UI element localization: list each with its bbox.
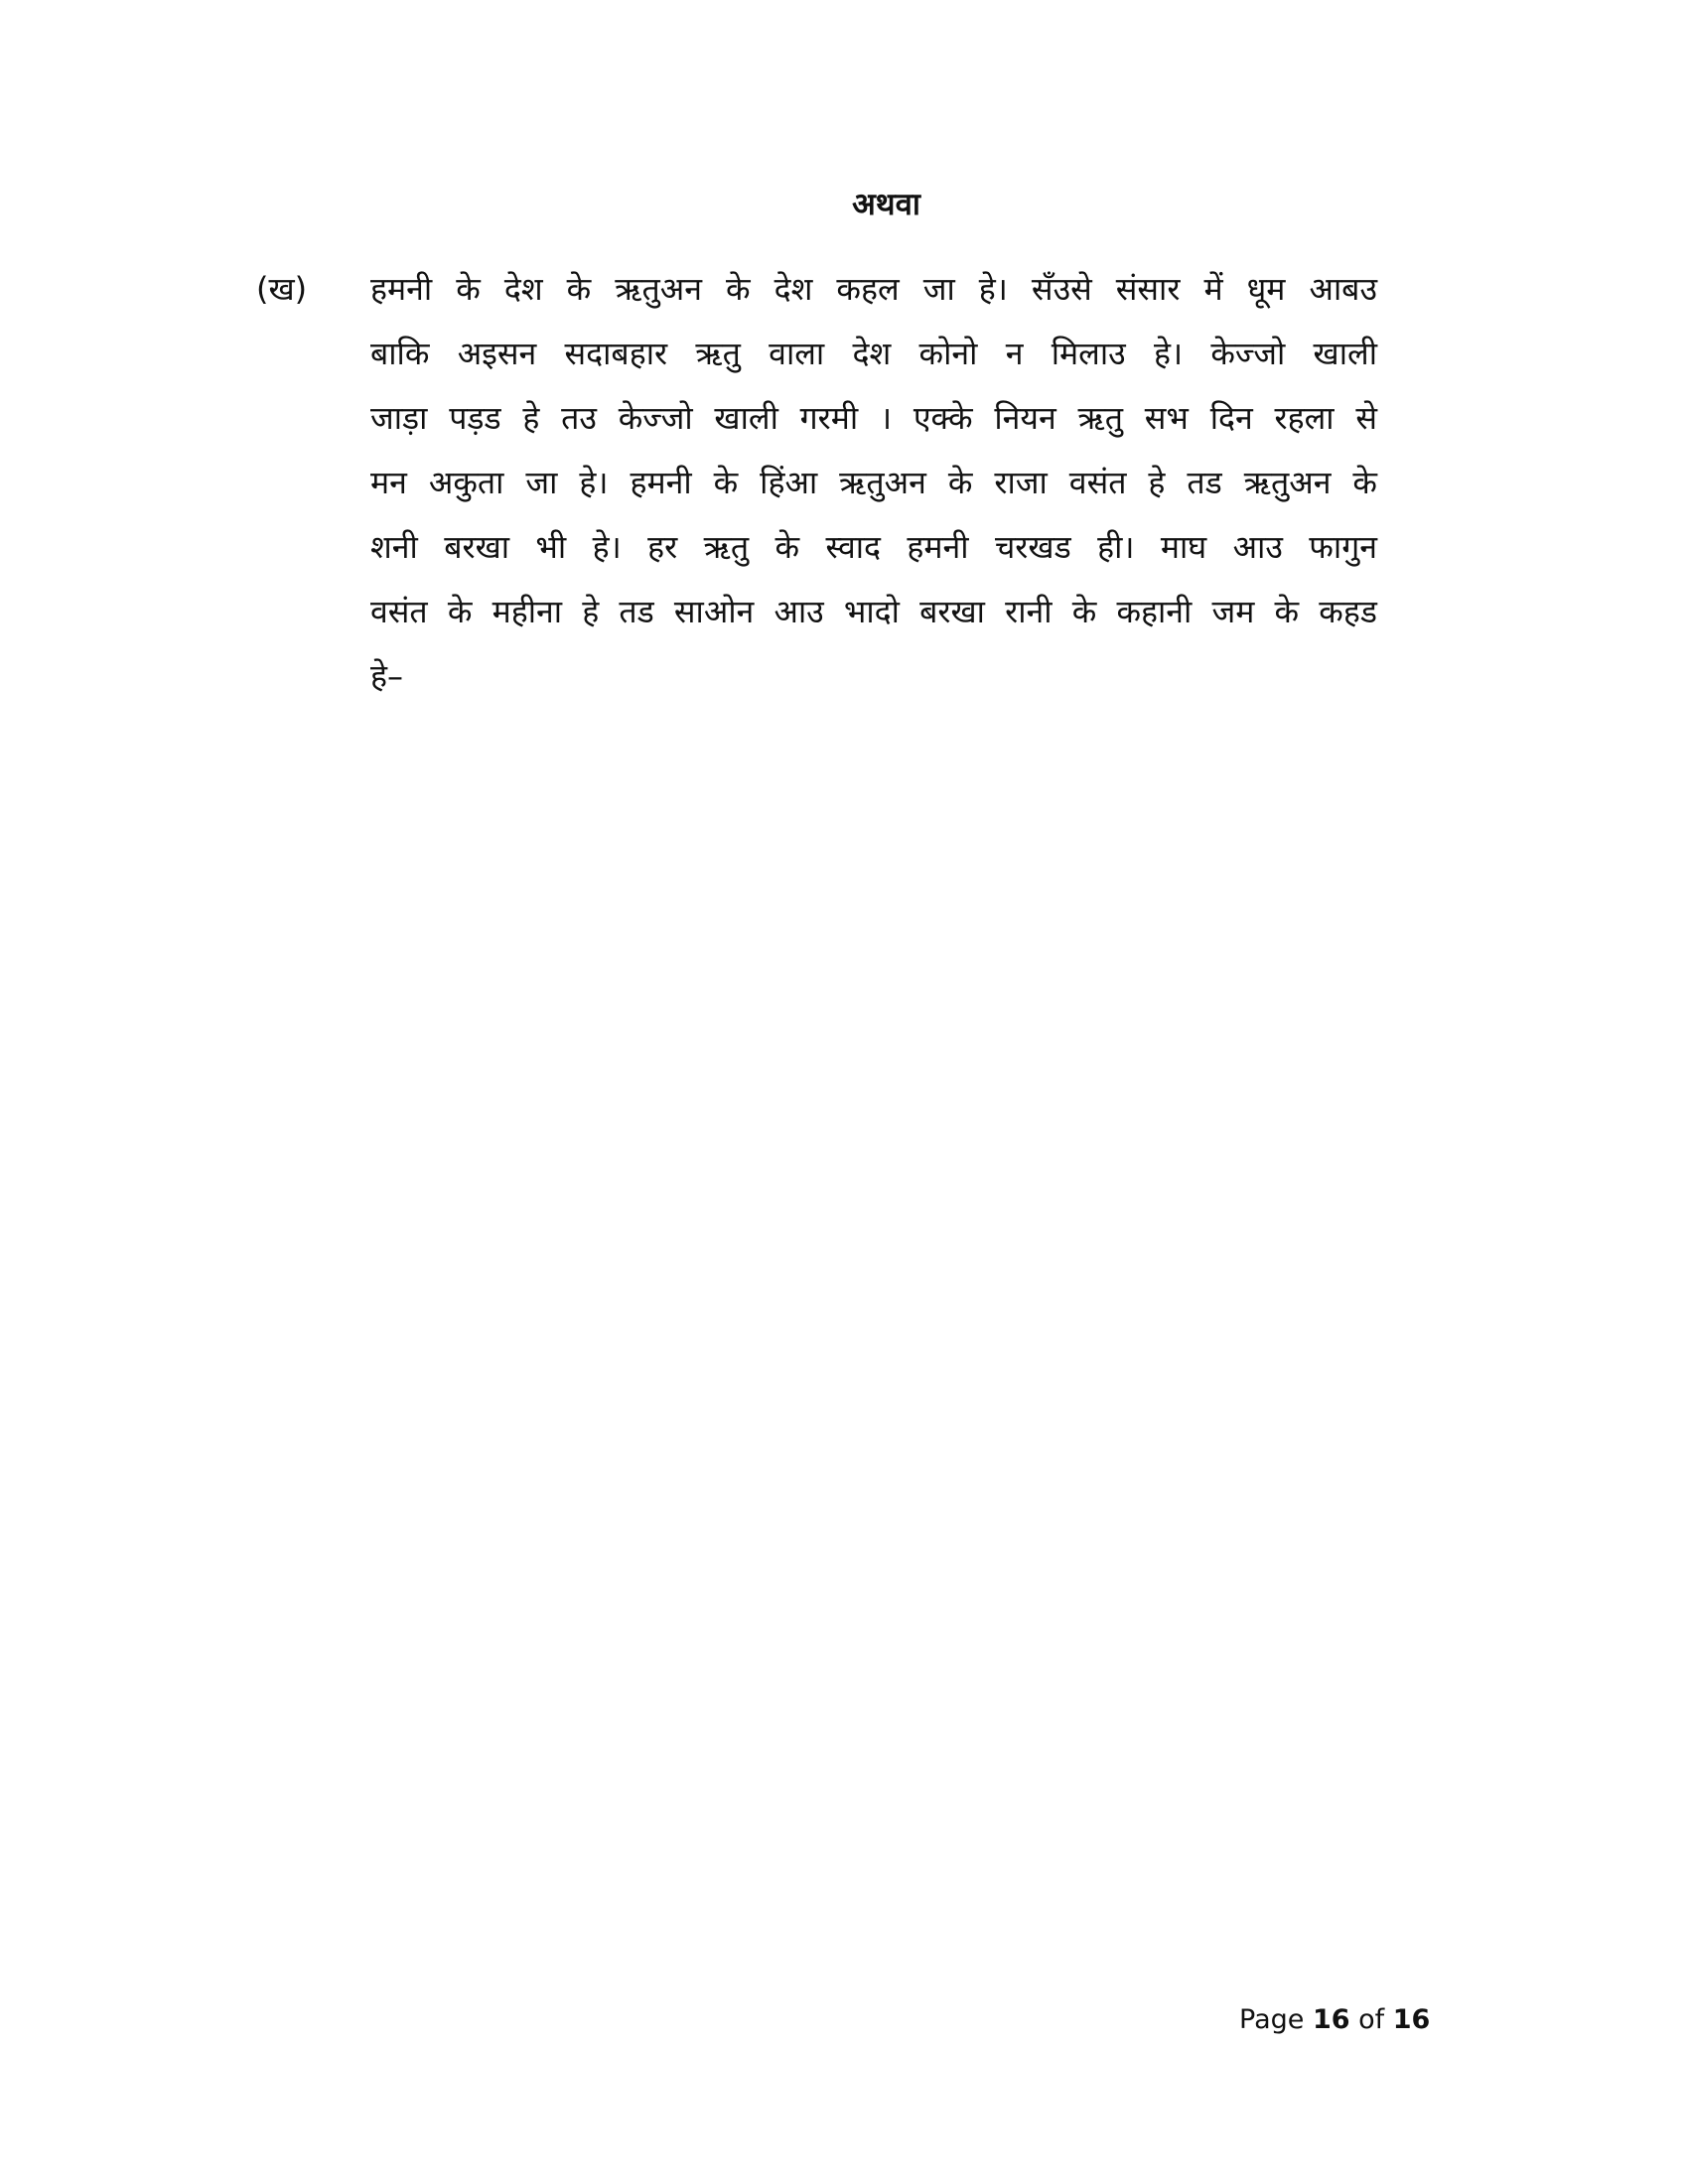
page-number-footer [1239, 2002, 1430, 2038]
section-heading: अथवा [852, 187, 920, 222]
paragraph-line: वसंत के महीना हे तड साओन आउ भादो बरखा रानी के कहानी जम के कहड [370, 593, 1377, 630]
paragraph-line: हमनी के देश के ऋतुअन के देश कहल जा हे। सँउसे संसार में धूम आबउ [370, 270, 1377, 308]
question-label: (ख) [256, 270, 308, 308]
paragraph-line: बाकि अइसन सदाबहार ऋतु वाला देश कोनो न मिलाउ हे। केज्जो खाली [370, 335, 1377, 372]
paragraph-line: शनी बरखा भी हे। हर ऋतु के स्वाद हमनी चरखड ही। माघ आउ फागुन [370, 528, 1377, 566]
total-pages-number: 16 [1392, 2004, 1431, 2035]
of-word: of [1358, 2004, 1385, 2035]
page-word: Page [1239, 2004, 1305, 2035]
current-page-number: 16 [1312, 2004, 1350, 2035]
paragraph-line: मन अकुता जा हे। हमनी के हिंआ ऋतुअन के राजा वसंत हे तड ऋतुअन के [370, 464, 1377, 501]
paragraph-line: जाड़ा पड़ड हे तउ केज्जो खाली गरमी । एक्के नियन ऋतु सभ दिन रहला से [370, 399, 1377, 437]
paragraph-line: हे– [370, 657, 403, 695]
question-paragraph [370, 264, 1377, 716]
